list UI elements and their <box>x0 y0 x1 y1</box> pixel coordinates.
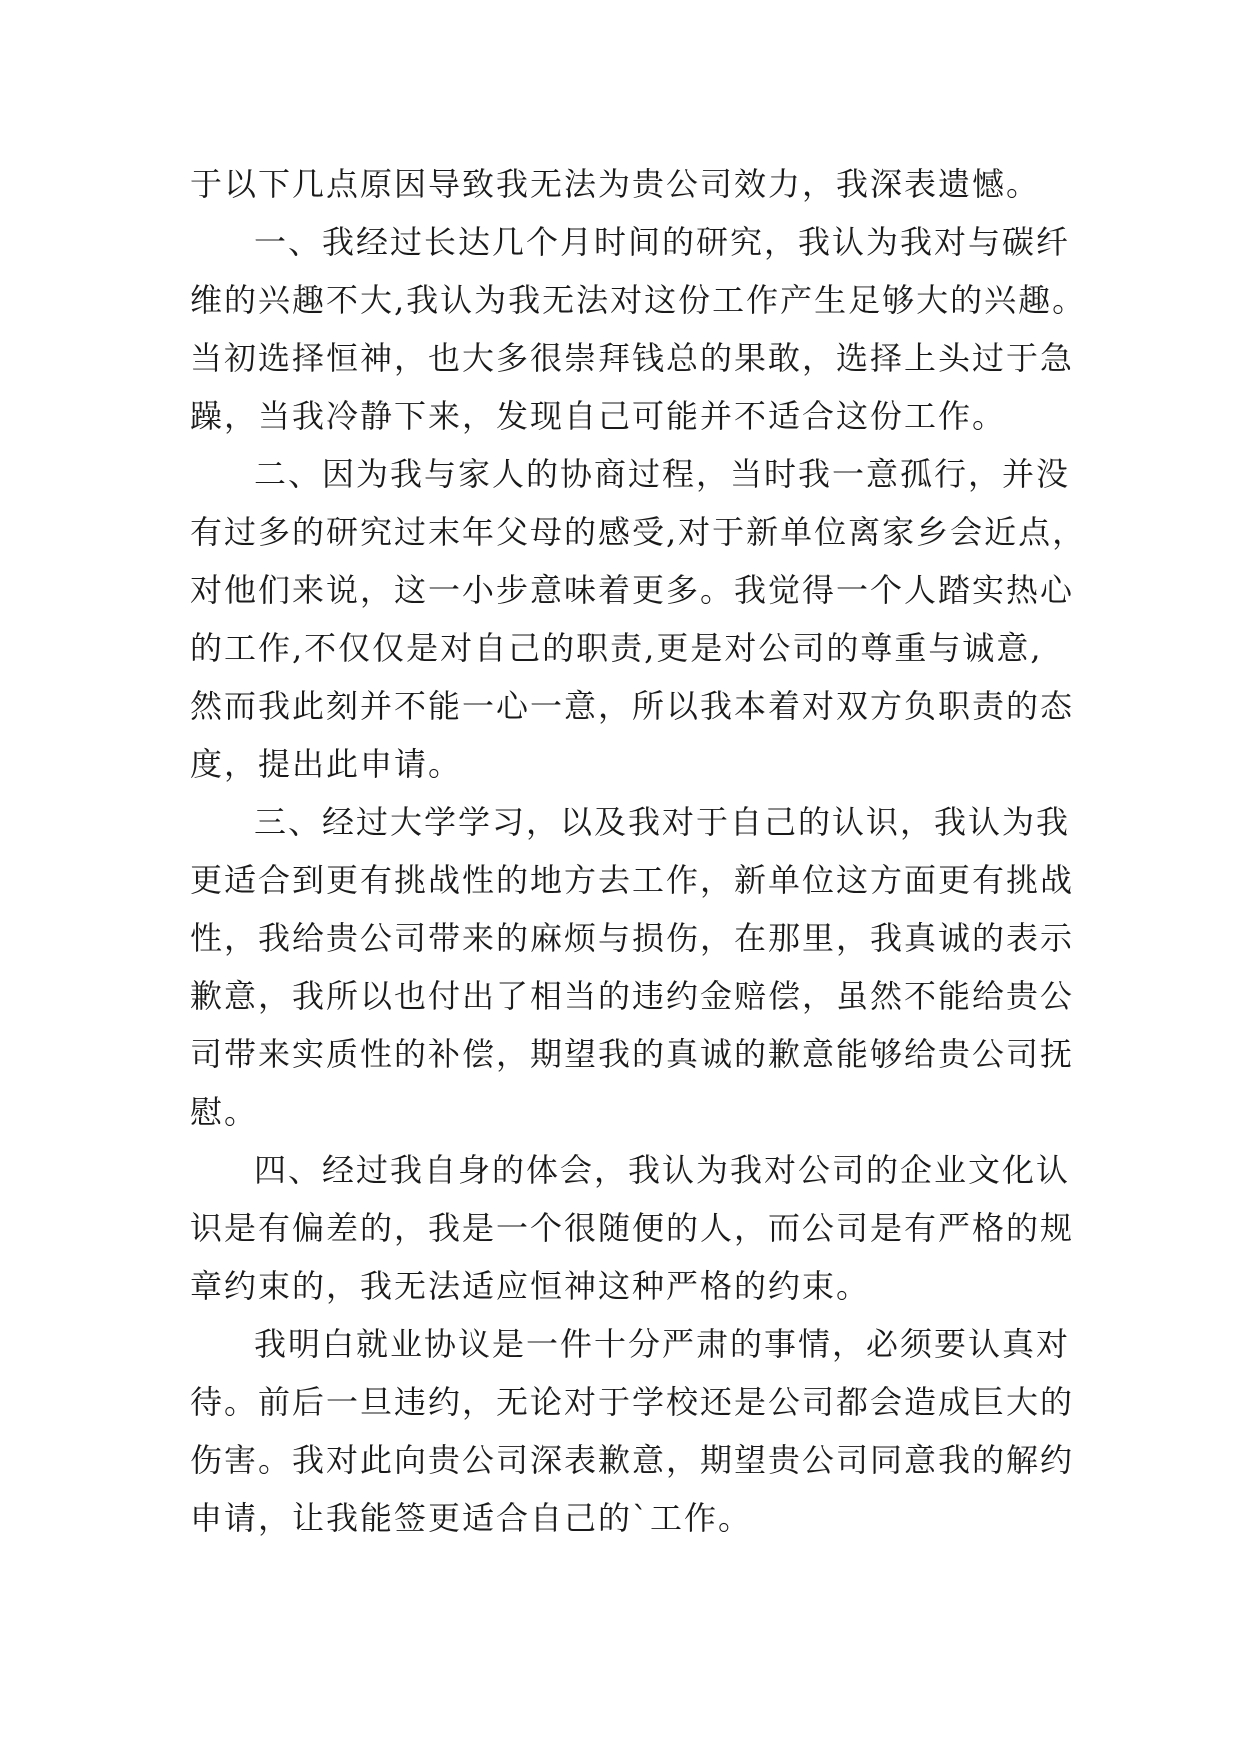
paragraph-line: 三、经过大学学习，以及我对于自己的认识，我认为我 <box>254 803 1071 841</box>
paragraph-line: 章约束的，我无法适应恒神这种严格的约束。 <box>190 1267 871 1305</box>
paragraph-line: 维的兴趣不大,我认为我无法对这份工作产生足够大的兴趣。 <box>190 281 1087 319</box>
paragraph-line: 然而我此刻并不能一心一意，所以我本着对双方负职责的态 <box>190 687 1075 725</box>
paragraph-line: 性，我给贵公司带来的麻烦与损伤，在那里，我真诚的表示 <box>190 919 1075 957</box>
paragraph-line: 度，提出此申请。 <box>190 745 463 783</box>
paragraph-line: 有过多的研究过末年父母的感受,对于新单位离家乡会近点， <box>190 513 1087 551</box>
paragraph-line: 对他们来说，这一小步意味着更多。我觉得一个人踏实热心 <box>190 571 1075 609</box>
paragraph-line: 我明白就业协议是一件十分严肃的事情，必须要认真对 <box>254 1325 1071 1363</box>
paragraph-line: 歉意，我所以也付出了相当的违约金赔偿，虽然不能给贵公 <box>190 977 1075 1015</box>
paragraph-line: 于以下几点原因导致我无法为贵公司效力，我深表遗憾。 <box>190 165 1041 203</box>
paragraph-line: 躁，当我冷静下来，发现自己可能并不适合这份工作。 <box>190 397 1007 435</box>
paragraph-line: 一、我经过长达几个月时间的研究，我认为我对与碳纤 <box>254 223 1071 261</box>
paragraph-line: 伤害。我对此向贵公司深表歉意，期望贵公司同意我的解约 <box>190 1441 1075 1479</box>
paragraph-line: 二、因为我与家人的协商过程，当时我一意孤行，并没 <box>254 455 1071 493</box>
paragraph-line: 当初选择恒神，也大多很崇拜钱总的果敢，选择上头过于急 <box>190 339 1075 377</box>
paragraph-line: 慰。 <box>190 1093 259 1131</box>
paragraph-line: 司带来实质性的补偿，期望我的真诚的歉意能够给贵公司抚 <box>190 1035 1075 1073</box>
paragraph-line: 申请，让我能签更适合自己的`工作。 <box>190 1499 753 1537</box>
paragraph-line: 更适合到更有挑战性的地方去工作，新单位这方面更有挑战 <box>190 861 1075 899</box>
paragraph-line: 四、经过我自身的体会，我认为我对公司的企业文化认 <box>254 1151 1071 1189</box>
paragraph-line: 的工作,不仅仅是对自己的职责,更是对公司的尊重与诚意, <box>190 629 1043 667</box>
paragraph-line: 识是有偏差的，我是一个很随便的人，而公司是有严格的规 <box>190 1209 1075 1247</box>
paragraph-line: 待。前后一旦违约，无论对于学校还是公司都会造成巨大的 <box>190 1383 1075 1421</box>
